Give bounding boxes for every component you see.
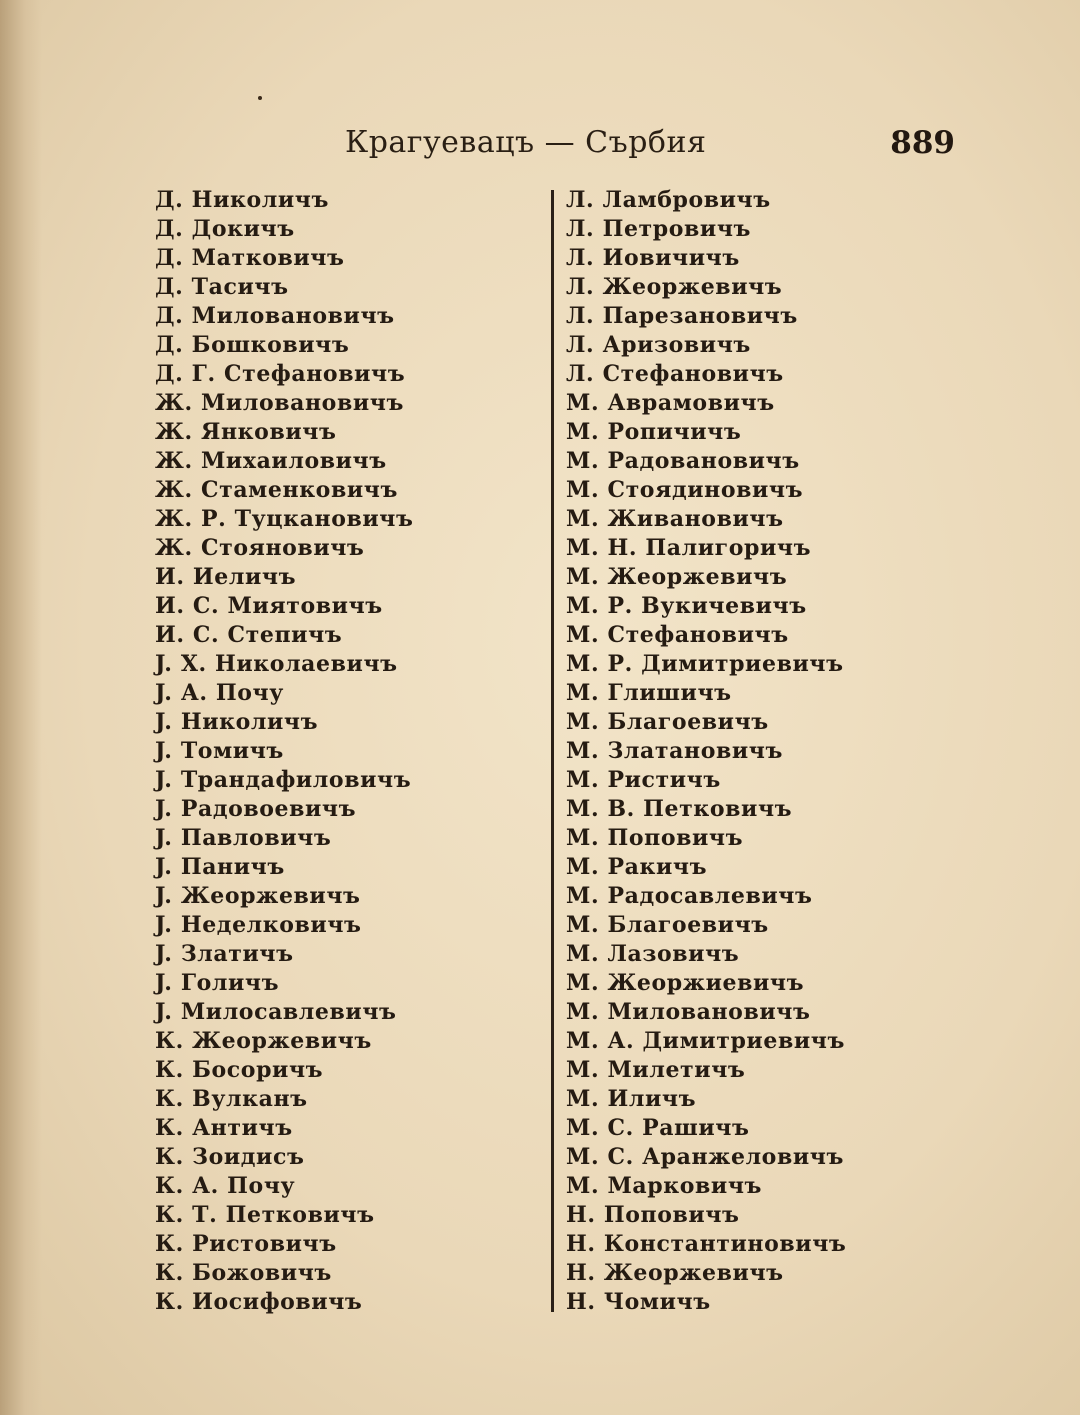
name-entry: М. Глишичъ (566, 680, 732, 706)
name-entry: Д. Докичъ (155, 216, 295, 242)
name-entry: М. С. Рашичъ (566, 1115, 750, 1141)
name-entry: М. В. Петковичъ (566, 796, 793, 822)
name-entry: Д. Бошковичъ (155, 332, 350, 358)
name-entry: Л. Иовичичъ (566, 245, 740, 271)
name-entry: М. С. Аранжеловичъ (566, 1144, 844, 1170)
name-entry: К. Вулканъ (155, 1086, 308, 1112)
name-entry: М. Жеоржевичъ (566, 564, 788, 590)
name-entry: М. Поповичъ (566, 825, 744, 851)
name-entry: J. Трандафиловичъ (155, 767, 412, 793)
binding-gutter (0, 0, 42, 1415)
name-entry: М. А. Димитриевичъ (566, 1028, 845, 1054)
name-entry: J. Радовоевичъ (155, 796, 357, 822)
name-entry: М. Лазовичъ (566, 941, 740, 967)
name-entry: К. Босоричъ (155, 1057, 324, 1083)
name-entry: J. Паничъ (155, 854, 285, 880)
name-entry: И. С. Миятовичъ (155, 593, 383, 619)
name-entry: Д. Николичъ (155, 187, 329, 213)
name-entry: И. С. Степичъ (155, 622, 343, 648)
name-entry: М. Марковичъ (566, 1173, 763, 1199)
name-entry: Н. Чомичъ (566, 1289, 711, 1315)
name-entry: М. Иличъ (566, 1086, 697, 1112)
name-entry: К. Иосифовичъ (155, 1289, 363, 1315)
name-entry: J. Голичъ (155, 970, 280, 996)
name-entry: Л. Петровичъ (566, 216, 752, 242)
name-entry: М. Жеоржиевичъ (566, 970, 805, 996)
name-entry: М. Благоевичъ (566, 912, 769, 938)
name-entry: И. Иеличъ (155, 564, 297, 590)
name-entry: М. Ропичичъ (566, 419, 742, 445)
name-entry: М. Радовановичъ (566, 448, 800, 474)
name-entry: Л. Парезановичъ (566, 303, 798, 329)
name-entry: Ж. Михаиловичъ (155, 448, 387, 474)
name-entry: М. Стефановичъ (566, 622, 789, 648)
name-entry: К. Античъ (155, 1115, 293, 1141)
name-entry: J. Николичъ (155, 709, 319, 735)
name-entry: М. Милетичъ (566, 1057, 746, 1083)
name-entry: Л. Аризовичъ (566, 332, 751, 358)
name-entry: Ж. Миловановичъ (155, 390, 404, 416)
name-entry: Л. Жеоржевичъ (566, 274, 783, 300)
name-entry: J. Неделковичъ (155, 912, 362, 938)
name-entry: М. Благоевичъ (566, 709, 769, 735)
name-entry: Л. Ламбровичъ (566, 187, 771, 213)
name-entry: J. Томичъ (155, 738, 284, 764)
page-number: 889 (890, 125, 955, 161)
name-entry: Ж. Стаменковичъ (155, 477, 398, 503)
right-name-column (566, 186, 986, 1317)
name-entry: Н. Жеоржевичъ (566, 1260, 784, 1286)
name-entry: К. Зоидисъ (155, 1144, 305, 1170)
name-entry: Д. Матковичъ (155, 245, 345, 271)
name-entry: Н. Поповичъ (566, 1202, 740, 1228)
name-entry: Д. Г. Стефановичъ (155, 361, 406, 387)
name-entry: Ж. Стояновичъ (155, 535, 365, 561)
name-entry: М. Аврамовичъ (566, 390, 775, 416)
running-title: Крагуевацъ — Сърбия (345, 125, 707, 160)
name-entry: К. А. Почу (155, 1173, 296, 1199)
name-entry: М. Ристичъ (566, 767, 721, 793)
name-entry: Ж. Янковичъ (155, 419, 337, 445)
page-header (0, 125, 1080, 165)
name-entry: J. Златичъ (155, 941, 294, 967)
name-entry: М. Н. Палигоричъ (566, 535, 812, 561)
name-entry: J. Павловичъ (155, 825, 332, 851)
column-divider (551, 190, 554, 1312)
name-entry: М. Стоядиновичъ (566, 477, 804, 503)
name-entry: М. Ракичъ (566, 854, 708, 880)
name-entry: Д. Миловановичъ (155, 303, 395, 329)
name-entry: К. Ристовичъ (155, 1231, 337, 1257)
name-entry: J. Жеоржевичъ (155, 883, 361, 909)
name-entry: М. Миловановичъ (566, 999, 811, 1025)
name-entry: М. Р. Димитриевичъ (566, 651, 844, 677)
name-entry: Д. Тасичъ (155, 274, 289, 300)
name-entry: М. Златановичъ (566, 738, 783, 764)
name-entry: К. Божовичъ (155, 1260, 332, 1286)
name-entry: J. А. Почу (155, 680, 284, 706)
name-entry: Л. Стефановичъ (566, 361, 784, 387)
name-entry: К. Жеоржевичъ (155, 1028, 372, 1054)
name-entry: М. Р. Вукичевичъ (566, 593, 807, 619)
left-name-column (155, 186, 535, 1317)
name-entry: К. Т. Петковичъ (155, 1202, 375, 1228)
name-entry: Н. Константиновичъ (566, 1231, 847, 1257)
ink-speck (258, 96, 262, 100)
name-entry: М. Живановичъ (566, 506, 784, 532)
name-entry: Ж. Р. Туцкановичъ (155, 506, 414, 532)
name-entry: М. Радосавлевичъ (566, 883, 813, 909)
name-entry: J. Х. Николаевичъ (155, 651, 398, 677)
name-entry: J. Милосавлевичъ (155, 999, 397, 1025)
